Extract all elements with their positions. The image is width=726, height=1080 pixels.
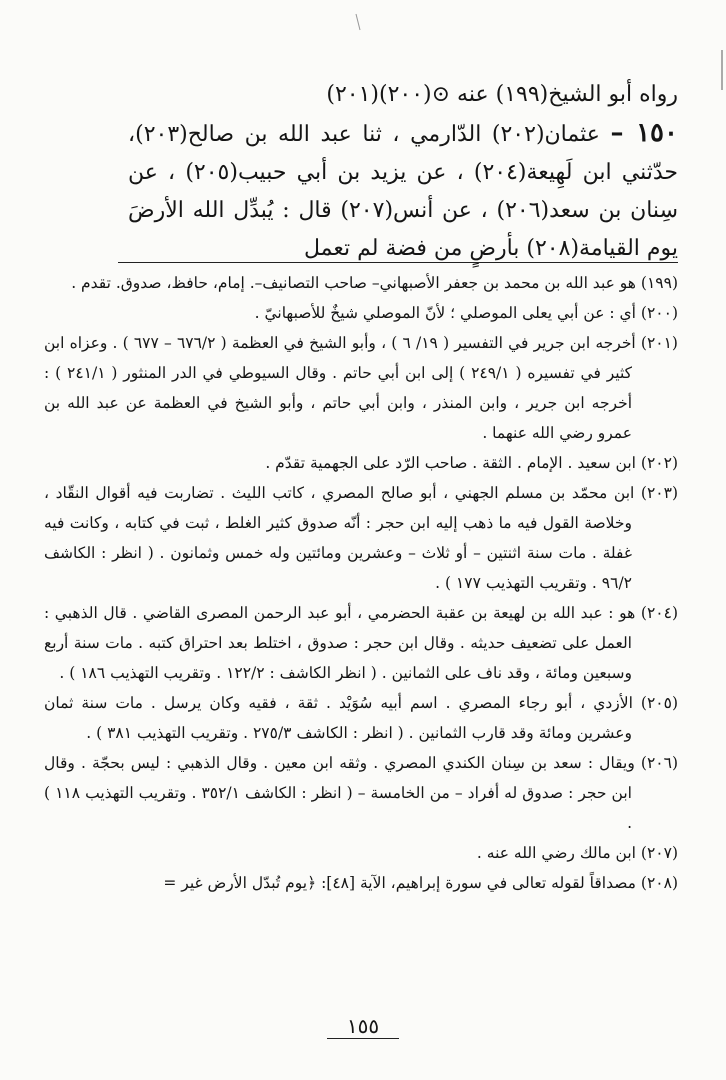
main-text xyxy=(128,76,678,268)
footnote: (٢٠٤) هو : عبد الله بن لهيعة بن عقبة الحضرمي ، أبو عبد الرحمن المصرى القاضي . قال الذهبي : العمل على تضعيف حديثه . وقال ابن حجر : صدوق ، اختلط بعد احتراق كتبه . مات سنة أربع وسبعين ومائة ، وقد ناف على الثمانين . ( انظر الكاشف : ١٢٢/٢ . وتقريب التهذيب ١٨٦ ) . xyxy=(44,604,678,682)
scan-speck xyxy=(356,14,360,30)
continuation-line: رواه أبو الشيخ(١٩٩) عنه ⊙(٢٠٠)(٢٠١) xyxy=(326,82,678,107)
page-number xyxy=(0,1014,726,1038)
hadith-entry xyxy=(128,114,678,268)
entry-text: عثمان(٢٠٢) الدّارمي ، ثنا عبد الله بن صالح(٢٠٣)، حدّثني ابن لَهِيعة(٢٠٤) ، عن يزيد بن أبي حبيب(٢٠٥) ، عن سِنان بن سعد(٢٠٦) ، عن أنس(٢٠٧) قال : يُبدِّل الله الأرضَ يوم القيامة(٢٠٨) بأرضٍ من فضة لم تعمل xyxy=(128,122,679,261)
footnote-separator xyxy=(118,262,678,263)
footnote: (٢٠٧) ابن مالك رضي الله عنه . xyxy=(476,844,678,862)
footnote: (٢٠٢) ابن سعيد . الإمام . الثقة . صاحب الرّد على الجهمية تقدّم . xyxy=(265,454,678,472)
page-number-value: ١٥٥ xyxy=(327,1014,399,1039)
footnote: (٢٠٦) ويقال : سعد بن سِنان الكندي المصري . وثقه ابن معين . وقال الذهبي : ليس بحجّة . وقال ابن حجر : صدوق له أفراد – من الخامسة – ( انظر : الكاشف ٣٥٢/١ . وتقريب التهذيب ١١٨ ) . xyxy=(44,754,678,832)
entry-number: ١٥٠ – xyxy=(610,118,678,148)
footnote: (٢٠٨) مصداقاً لقوله تعالى في سورة إبراهيم، الآية [٤٨]: ﴿يوم تُبدّل الأرض غير = xyxy=(163,874,678,892)
footnote: (٢٠١) أخرجه ابن جرير في التفسير ( ١٩/ ٦ ) ، وأبو الشيخ في العظمة ( ٦٧٦/٢ – ٦٧٧ ) . وعزاه ابن كثير في تفسيره ( ٢٤٩/١ ) إلى ابن أبي حاتم . وقال السيوطي في الدر المنثور ( ٢٤١/١ ) : أخرجه ابن جرير ، وابن المنذر ، وابن أبي حاتم ، وأبو الشيخ في العظمة عن عبد الله بن عمرو رضي الله عنهما . xyxy=(44,334,678,442)
footnotes xyxy=(44,268,678,898)
footnote: (٢٠٠) أي : عن أبي يعلى الموصلي ؛ لأنّ الموصلي شيخٌ للأصبهانيّ . xyxy=(254,304,678,322)
footnote: (١٩٩) هو عبد الله بن محمد بن جعفر الأصبهاني– صاحب التصانيف–. إمام، حافظ، صدوق. تقدم . xyxy=(71,274,678,292)
footnote: (٢٠٣) ابن محمّد بن مسلم الجهني ، أبو صالح المصري ، كاتب الليث . تضاربت فيه أقوال النقّاد ، وخلاصة القول فيه ما ذهب إليه ابن حجر : أنّه صدوق كثير الغلط ، ثبت في كتابه ، وكانت فيه غفلة . مات سنة اثنتين – أو ثلاث – وعشرين ومائتين وله خمس وثمانون . ( انظر : الكاشف ٩٦/٢ . وتقريب التهذيب ١٧٧ ) . xyxy=(44,484,678,592)
footnote: (٢٠٥) الأزدي ، أبو رجاء المصري . اسم أبيه سُوَيْد . ثقة ، فقيه وكان يرسل . مات سنة ثمان وعشرين ومائة وقد قارب الثمانين . ( انظر : الكاشف ٢٧٥/٣ . وتقريب التهذيب ٣٨١ ) . xyxy=(44,694,678,742)
